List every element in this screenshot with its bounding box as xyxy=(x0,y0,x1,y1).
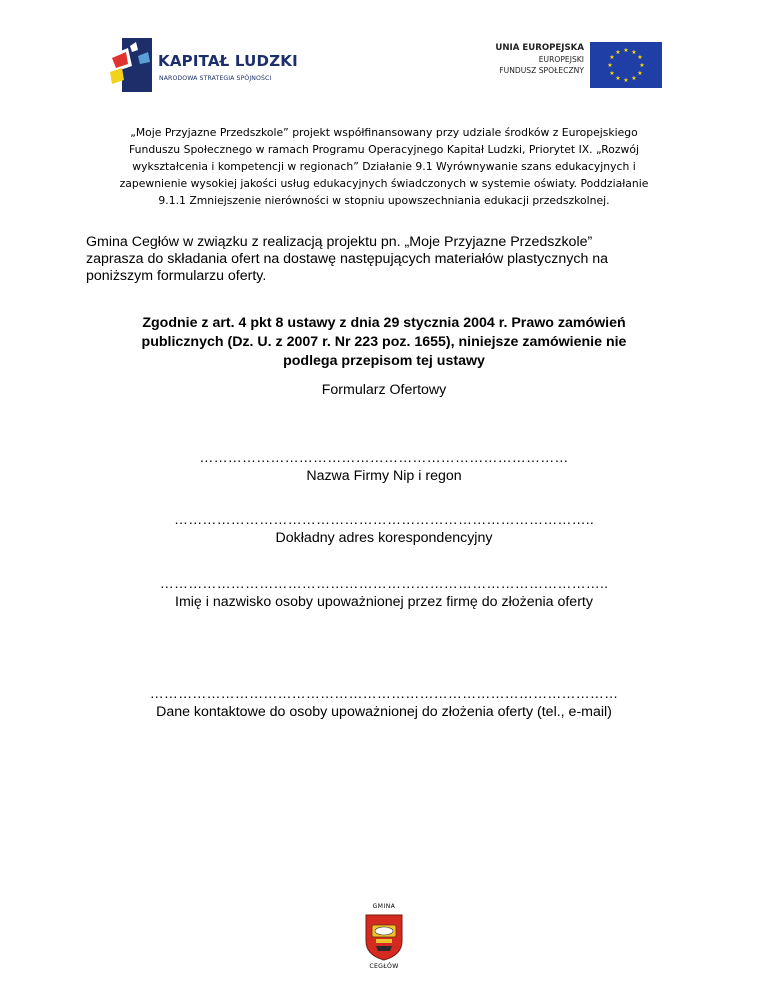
lead-line: zaprasza do składania ofert na dostawę następujących materiałów plastycznych na xyxy=(86,251,609,267)
svg-text:★: ★ xyxy=(607,62,613,69)
svg-text:★: ★ xyxy=(637,70,643,77)
fill-in-line[interactable]: ……………………………………………………………………………………… xyxy=(149,685,619,701)
invitation-paragraph xyxy=(86,234,686,285)
form-title: Formularz Ofertowy xyxy=(321,382,447,398)
crest-bottom-text: CEGŁÓW xyxy=(369,963,399,970)
crest-top-text: GMINA xyxy=(372,903,396,910)
kapital-ludzki-title: KAPITAŁ LUDZKI xyxy=(158,52,298,70)
field-address[interactable] xyxy=(0,512,768,548)
field-authorized-person[interactable] xyxy=(0,576,768,612)
intro-line: Funduszu Społecznego w ramach Programu Operacyjnego Kapitał Ludzki, Priorytet IX. „Rozwój xyxy=(129,143,639,156)
field-label: Imię i nazwisko osoby upoważnionej przez firmę do złożenia oferty xyxy=(175,594,593,610)
fill-in-line[interactable]: …………………………………………………………………………….. xyxy=(174,511,594,527)
svg-text:★: ★ xyxy=(623,77,629,84)
eu-logo xyxy=(470,42,662,90)
eu-line-2: EUROPEJSKI xyxy=(538,55,584,64)
project-intro xyxy=(92,124,676,209)
intro-line: zapewnienie wysokiej jakości usług edukacyjnych świadczonych w systemie oświaty. Poddziałanie xyxy=(119,177,649,190)
field-label: Nazwa Firmy Nip i regon xyxy=(306,468,462,484)
svg-text:★: ★ xyxy=(615,75,621,82)
eu-text xyxy=(474,42,584,76)
svg-text:★: ★ xyxy=(631,75,637,82)
svg-text:★: ★ xyxy=(639,62,645,69)
svg-text:★: ★ xyxy=(637,54,643,61)
kapital-ludzki-emblem-icon xyxy=(108,38,152,92)
field-label: Dane kontaktowe do osoby upoważnionej do złożenia oferty (tel., e-mail) xyxy=(156,704,612,720)
svg-text:★: ★ xyxy=(631,49,637,56)
svg-text:★: ★ xyxy=(609,70,615,77)
fill-in-line[interactable]: ………………………………………………………………………………….. xyxy=(159,575,609,591)
kapital-ludzki-logo xyxy=(108,38,298,94)
intro-line: wykształcenia i kompetencji w regionach” Działanie 9.1 Wyrównywanie szans edukacyjnych i xyxy=(132,160,636,173)
svg-text:★: ★ xyxy=(609,54,615,61)
legal-line: Zgodnie z art. 4 pkt 8 ustawy z dnia 29 stycznia 2004 r. Prawo zamówień xyxy=(142,315,626,331)
kapital-ludzki-subtitle: NARODOWA STRATEGIA SPÓJNOŚCI xyxy=(159,75,272,82)
intro-line: 9.1.1 Zmniejszenie nierówności w stopniu upowszechniania edukacji przedszkolnej. xyxy=(158,194,610,207)
field-label: Dokładny adres korespondencyjny xyxy=(275,530,493,546)
lead-line: poniższym formularzu oferty. xyxy=(86,268,267,284)
svg-text:★: ★ xyxy=(615,49,621,56)
coat-of-arms-icon xyxy=(364,913,404,961)
gmina-ceglow-crest xyxy=(356,903,412,979)
eu-line-1: UNIA EUROPEJSKA xyxy=(495,43,584,53)
intro-line: „Moje Przyjazne Przedszkole” projekt współfinansowany przy udziale środków z Europejskiego xyxy=(130,126,638,139)
field-company-name[interactable] xyxy=(0,450,768,486)
legal-line: podlega przepisom tej ustawy xyxy=(283,353,485,369)
field-contact-details[interactable] xyxy=(0,686,768,722)
lead-line: Gmina Cegłów w związku z realizacją projektu pn. „Moje Przyjazne Przedszkole” xyxy=(86,234,593,250)
fill-in-line[interactable]: …………………………………………………………………… xyxy=(199,449,569,465)
legal-notice xyxy=(96,314,672,371)
legal-line: publicznych (Dz. U. z 2007 r. Nr 223 poz. 1655), niniejsze zamówienie nie xyxy=(141,334,627,350)
eu-line-3: FUNDUSZ SPOŁECZNY xyxy=(499,66,584,75)
svg-text:★: ★ xyxy=(623,47,629,54)
eu-flag-icon xyxy=(590,42,662,88)
